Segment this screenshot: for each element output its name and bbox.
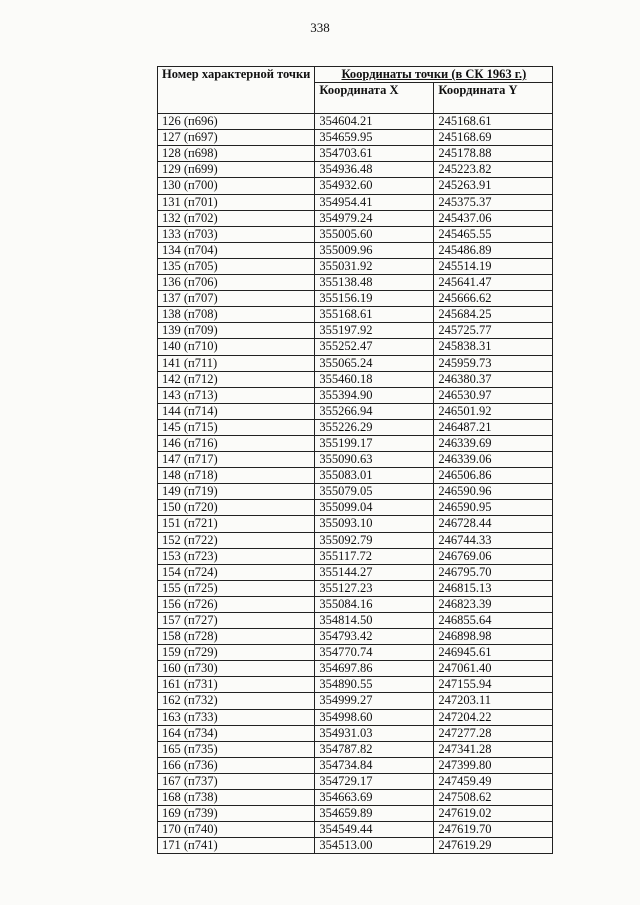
table-row	[158, 146, 553, 162]
table-row	[158, 629, 553, 645]
coordinate-x-cell: 354890.55	[315, 677, 434, 693]
table-row	[158, 162, 553, 178]
coordinate-y-cell: 246501.92	[434, 403, 553, 419]
point-number-cell: 155 (п725)	[158, 580, 315, 596]
point-number-cell: 132 (п702)	[158, 210, 315, 226]
point-number-cell: 135 (п705)	[158, 258, 315, 274]
coordinate-y-cell: 247619.29	[434, 838, 553, 854]
table-row	[158, 484, 553, 500]
table-row	[158, 806, 553, 822]
coordinate-x-cell: 355092.79	[315, 532, 434, 548]
coordinate-y-cell: 247155.94	[434, 677, 553, 693]
point-number-cell: 156 (п726)	[158, 596, 315, 612]
coordinate-x-cell: 355090.63	[315, 452, 434, 468]
point-number-cell: 149 (п719)	[158, 484, 315, 500]
table-row	[158, 419, 553, 435]
point-number-cell: 137 (п707)	[158, 291, 315, 307]
coordinate-y-cell: 245223.82	[434, 162, 553, 178]
coordinate-x-cell: 355009.96	[315, 242, 434, 258]
header-coordinate-y: Координата Y	[434, 83, 553, 114]
coordinate-x-cell: 354793.42	[315, 629, 434, 645]
coordinate-x-cell: 355079.05	[315, 484, 434, 500]
table-row	[158, 387, 553, 403]
coordinate-x-cell: 354729.17	[315, 773, 434, 789]
table-row	[158, 452, 553, 468]
point-number-cell: 150 (п720)	[158, 500, 315, 516]
coordinate-y-cell: 246728.44	[434, 516, 553, 532]
table-row	[158, 741, 553, 757]
point-number-cell: 145 (п715)	[158, 419, 315, 435]
coordinate-y-cell: 245641.47	[434, 275, 553, 291]
point-number-cell: 143 (п713)	[158, 387, 315, 403]
point-number-cell: 153 (п723)	[158, 548, 315, 564]
coordinate-y-cell: 246339.06	[434, 452, 553, 468]
table-row	[158, 548, 553, 564]
point-number-cell: 162 (п732)	[158, 693, 315, 709]
point-number-cell: 171 (п741)	[158, 838, 315, 854]
coordinate-y-cell: 247204.22	[434, 709, 553, 725]
coordinate-y-cell: 245514.19	[434, 258, 553, 274]
table-row	[158, 725, 553, 741]
table-row	[158, 371, 553, 387]
coordinate-x-cell: 354999.27	[315, 693, 434, 709]
coordinate-y-cell: 247277.28	[434, 725, 553, 741]
coordinate-y-cell: 246339.69	[434, 435, 553, 451]
table-row	[158, 757, 553, 773]
point-number-cell: 138 (п708)	[158, 307, 315, 323]
table-row	[158, 532, 553, 548]
coordinate-y-cell: 245725.77	[434, 323, 553, 339]
table-row	[158, 210, 553, 226]
table-row	[158, 564, 553, 580]
coordinate-x-cell: 355144.27	[315, 564, 434, 580]
table-row	[158, 677, 553, 693]
point-number-cell: 166 (п736)	[158, 757, 315, 773]
coordinate-y-cell: 245263.91	[434, 178, 553, 194]
table-row	[158, 258, 553, 274]
coordinate-x-cell: 354703.61	[315, 146, 434, 162]
coordinate-y-cell: 245168.61	[434, 114, 553, 130]
coordinate-y-cell: 245959.73	[434, 355, 553, 371]
point-number-cell: 161 (п731)	[158, 677, 315, 693]
coordinate-x-cell: 354659.89	[315, 806, 434, 822]
coordinate-y-cell: 245168.69	[434, 130, 553, 146]
coordinate-y-cell: 246855.64	[434, 613, 553, 629]
table-row	[158, 613, 553, 629]
coordinate-x-cell: 355156.19	[315, 291, 434, 307]
coordinate-x-cell: 354936.48	[315, 162, 434, 178]
coordinate-y-cell: 246487.21	[434, 419, 553, 435]
point-number-cell: 131 (п701)	[158, 194, 315, 210]
coordinate-x-cell: 354814.50	[315, 613, 434, 629]
coordinate-y-cell: 245437.06	[434, 210, 553, 226]
table-row	[158, 773, 553, 789]
coordinate-x-cell: 354998.60	[315, 709, 434, 725]
point-number-cell: 164 (п734)	[158, 725, 315, 741]
table-row	[158, 838, 553, 854]
coordinate-x-cell: 355083.01	[315, 468, 434, 484]
point-number-cell: 142 (п712)	[158, 371, 315, 387]
table-row	[158, 645, 553, 661]
coordinate-x-cell: 355117.72	[315, 548, 434, 564]
table-row	[158, 291, 553, 307]
point-number-cell: 129 (п699)	[158, 162, 315, 178]
point-number-cell: 128 (п698)	[158, 146, 315, 162]
coordinate-x-cell: 355099.04	[315, 500, 434, 516]
point-number-cell: 126 (п696)	[158, 114, 315, 130]
point-number-cell: 165 (п735)	[158, 741, 315, 757]
point-number-cell: 168 (п738)	[158, 790, 315, 806]
point-number-cell: 170 (п740)	[158, 822, 315, 838]
table-row	[158, 339, 553, 355]
coordinate-y-cell: 246590.96	[434, 484, 553, 500]
coordinate-x-cell: 355266.94	[315, 403, 434, 419]
coordinate-x-cell: 354659.95	[315, 130, 434, 146]
point-number-cell: 158 (п728)	[158, 629, 315, 645]
point-number-cell: 130 (п700)	[158, 178, 315, 194]
coordinate-y-cell: 246815.13	[434, 580, 553, 596]
table-row	[158, 580, 553, 596]
point-number-cell: 151 (п721)	[158, 516, 315, 532]
point-number-cell: 169 (п739)	[158, 806, 315, 822]
coordinate-y-cell: 246744.33	[434, 532, 553, 548]
table-header-row	[158, 67, 553, 83]
coordinate-x-cell: 354734.84	[315, 757, 434, 773]
point-number-cell: 141 (п711)	[158, 355, 315, 371]
coordinate-y-cell: 247619.02	[434, 806, 553, 822]
coordinate-y-cell: 246506.86	[434, 468, 553, 484]
table-row	[158, 468, 553, 484]
table-row	[158, 194, 553, 210]
table-row	[158, 709, 553, 725]
coordinate-y-cell: 246769.06	[434, 548, 553, 564]
table-row	[158, 307, 553, 323]
table-body	[158, 114, 553, 854]
point-number-cell: 154 (п724)	[158, 564, 315, 580]
table-row	[158, 661, 553, 677]
coordinate-x-cell: 354931.03	[315, 725, 434, 741]
coordinate-y-cell: 247459.49	[434, 773, 553, 789]
page-number: 338	[310, 20, 330, 35]
coordinate-x-cell: 355197.92	[315, 323, 434, 339]
coordinate-x-cell: 354979.24	[315, 210, 434, 226]
point-number-cell: 140 (п710)	[158, 339, 315, 355]
header-coordinate-x: Координата X	[315, 83, 434, 114]
table-row	[158, 596, 553, 612]
coordinate-x-cell: 355252.47	[315, 339, 434, 355]
table-row	[158, 226, 553, 242]
coordinate-x-cell: 355226.29	[315, 419, 434, 435]
point-number-cell: 160 (п730)	[158, 661, 315, 677]
coordinate-y-cell: 245465.55	[434, 226, 553, 242]
coordinate-x-cell: 354663.69	[315, 790, 434, 806]
table-row	[158, 114, 553, 130]
coordinate-x-cell: 355065.24	[315, 355, 434, 371]
coordinates-table	[157, 66, 553, 854]
table-row	[158, 822, 553, 838]
coordinate-x-cell: 354787.82	[315, 741, 434, 757]
point-number-cell: 127 (п697)	[158, 130, 315, 146]
point-number-cell: 157 (п727)	[158, 613, 315, 629]
table-row	[158, 275, 553, 291]
table-row	[158, 435, 553, 451]
table-row	[158, 178, 553, 194]
point-number-cell: 139 (п709)	[158, 323, 315, 339]
coordinate-y-cell: 247341.28	[434, 741, 553, 757]
coordinate-y-cell: 245375.37	[434, 194, 553, 210]
table-row	[158, 790, 553, 806]
coordinate-x-cell: 355127.23	[315, 580, 434, 596]
point-number-cell: 146 (п716)	[158, 435, 315, 451]
point-number-cell: 167 (п737)	[158, 773, 315, 789]
point-number-cell: 133 (п703)	[158, 226, 315, 242]
coordinate-y-cell: 245178.88	[434, 146, 553, 162]
coordinate-x-cell: 355093.10	[315, 516, 434, 532]
coordinate-x-cell: 354549.44	[315, 822, 434, 838]
coordinate-x-cell: 355138.48	[315, 275, 434, 291]
table-row	[158, 693, 553, 709]
coordinate-x-cell: 354932.60	[315, 178, 434, 194]
coordinate-x-cell: 354954.41	[315, 194, 434, 210]
point-number-cell: 163 (п733)	[158, 709, 315, 725]
coordinate-x-cell: 354697.86	[315, 661, 434, 677]
coordinate-y-cell: 246945.61	[434, 645, 553, 661]
coordinate-y-cell: 247203.11	[434, 693, 553, 709]
coordinate-x-cell: 354513.00	[315, 838, 434, 854]
coordinate-y-cell: 246823.39	[434, 596, 553, 612]
coordinate-y-cell: 246795.70	[434, 564, 553, 580]
coordinate-y-cell: 246590.95	[434, 500, 553, 516]
coordinate-y-cell: 245486.89	[434, 242, 553, 258]
table-row	[158, 500, 553, 516]
table-row	[158, 516, 553, 532]
coordinate-y-cell: 246898.98	[434, 629, 553, 645]
point-number-cell: 144 (п714)	[158, 403, 315, 419]
coordinate-x-cell: 355005.60	[315, 226, 434, 242]
table-row	[158, 355, 553, 371]
coordinate-x-cell: 355199.17	[315, 435, 434, 451]
coordinate-x-cell: 355394.90	[315, 387, 434, 403]
coordinate-y-cell: 246530.97	[434, 387, 553, 403]
header-coordinates-group: Координаты точки (в СК 1963 г.)	[315, 67, 553, 83]
table-row	[158, 130, 553, 146]
table-row	[158, 242, 553, 258]
coordinate-x-cell: 354770.74	[315, 645, 434, 661]
point-number-cell: 152 (п722)	[158, 532, 315, 548]
point-number-cell: 159 (п729)	[158, 645, 315, 661]
coordinate-x-cell: 355031.92	[315, 258, 434, 274]
point-number-cell: 134 (п704)	[158, 242, 315, 258]
coordinate-y-cell: 247399.80	[434, 757, 553, 773]
coordinate-x-cell: 355168.61	[315, 307, 434, 323]
coordinate-y-cell: 245666.62	[434, 291, 553, 307]
point-number-cell: 148 (п718)	[158, 468, 315, 484]
coordinate-y-cell: 246380.37	[434, 371, 553, 387]
coordinate-y-cell: 245838.31	[434, 339, 553, 355]
header-point-number: Номер характерной точки	[158, 67, 315, 114]
coordinate-y-cell: 247619.70	[434, 822, 553, 838]
coordinate-y-cell: 247508.62	[434, 790, 553, 806]
point-number-cell: 136 (п706)	[158, 275, 315, 291]
coordinate-x-cell: 355084.16	[315, 596, 434, 612]
table-row	[158, 323, 553, 339]
coordinate-y-cell: 247061.40	[434, 661, 553, 677]
table-row	[158, 403, 553, 419]
coordinate-y-cell: 245684.25	[434, 307, 553, 323]
coordinate-x-cell: 355460.18	[315, 371, 434, 387]
coordinate-x-cell: 354604.21	[315, 114, 434, 130]
point-number-cell: 147 (п717)	[158, 452, 315, 468]
